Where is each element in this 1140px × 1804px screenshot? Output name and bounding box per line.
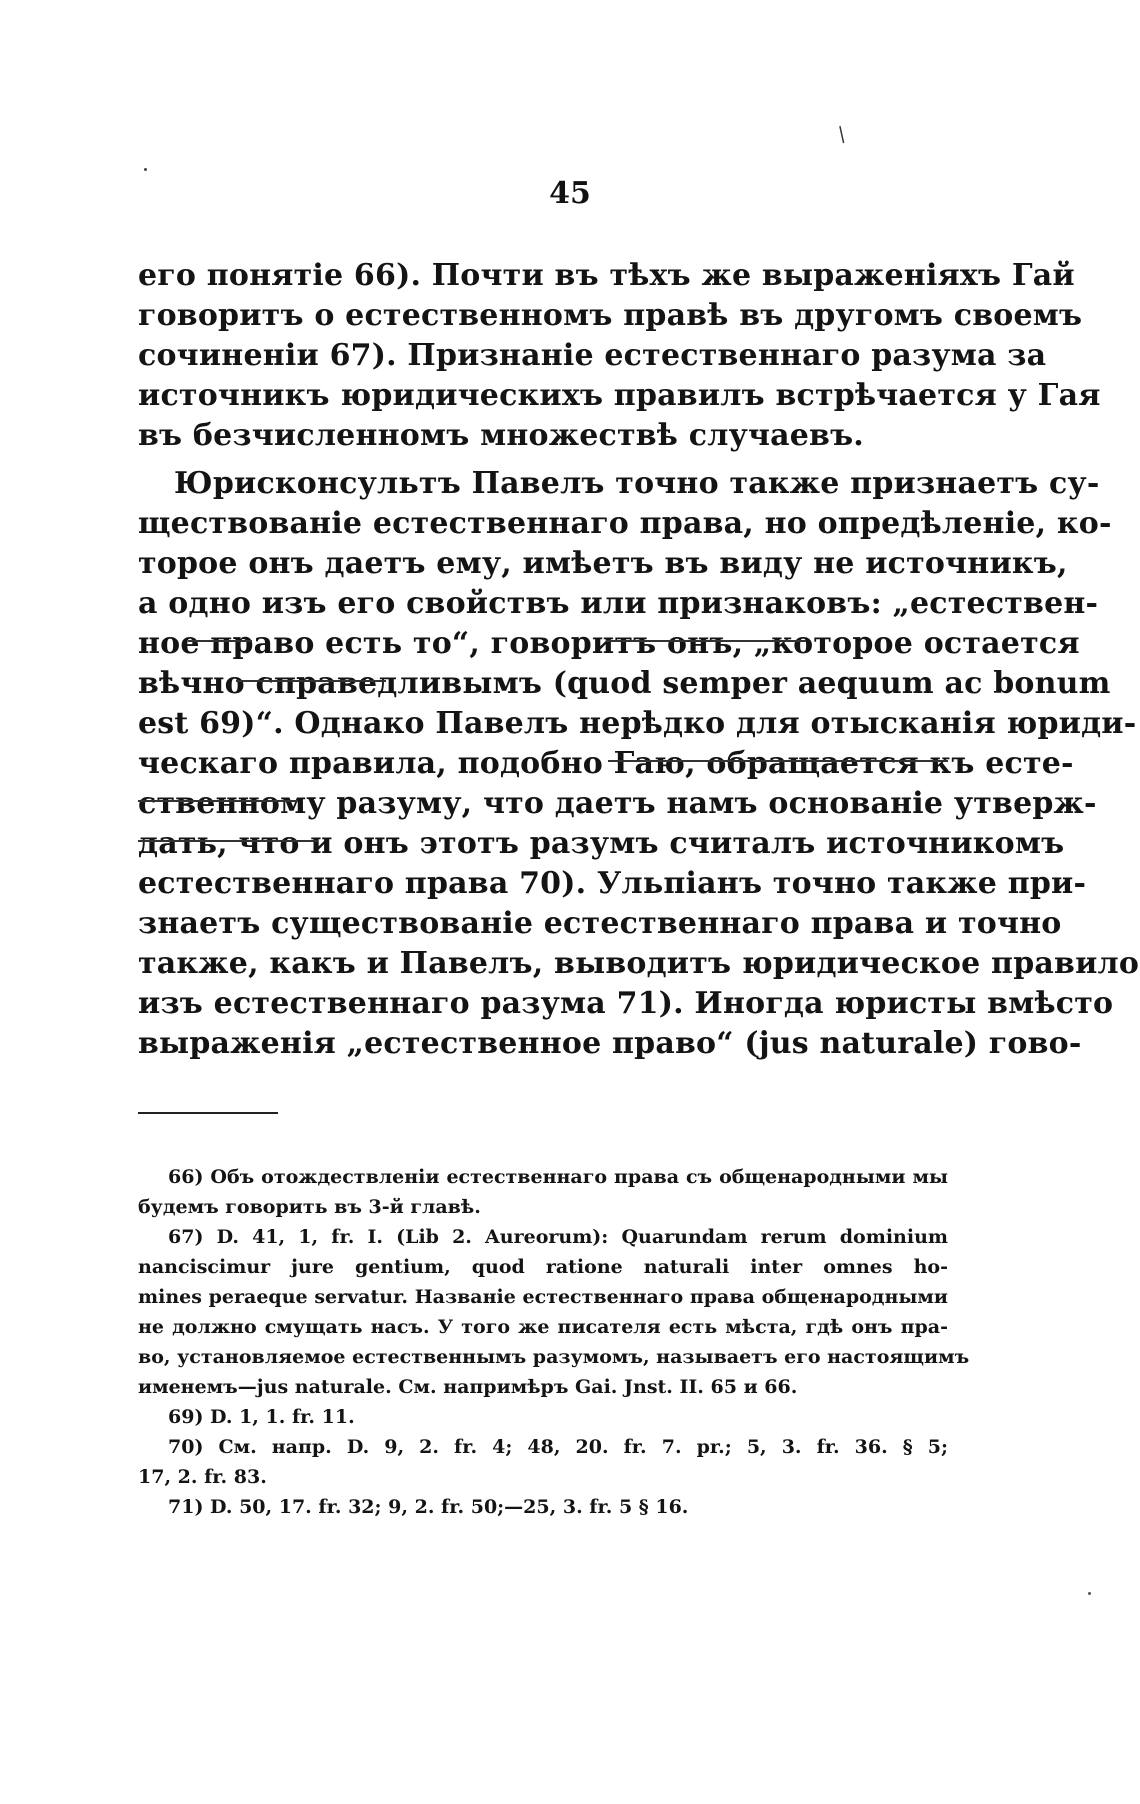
text-line: источникъ юридическихъ правилъ встрѣчается у Гая xyxy=(138,378,1101,413)
pencil-mark: / xyxy=(832,121,851,147)
footnote-line: nanciscimur jure gentium, quod ratione naturali inter omnes ho- xyxy=(138,1256,948,1278)
pencil-underline xyxy=(236,680,386,682)
text-line: говоритъ о естественномъ правѣ въ другомъ своемъ xyxy=(138,298,1083,333)
text-line: Юрисконсультъ Павелъ точно также признаетъ су- xyxy=(174,466,1100,501)
footnote-line: 69) D. 1, 1. fr. 11. xyxy=(168,1406,355,1428)
text-line: дать, что и онъ этотъ разумъ считалъ источникомъ xyxy=(138,826,1065,861)
ink-speck xyxy=(144,168,147,171)
footnote-line: во, установляемое естественнымъ разумомъ, называетъ его настоящимъ xyxy=(138,1346,970,1368)
pencil-underline xyxy=(188,640,252,642)
footnote-line: 67) D. 41, 1, fr. I. (Lib 2. Aureorum): Quarundam rerum dominium xyxy=(168,1226,948,1248)
pencil-underline xyxy=(606,640,806,642)
text-line: знаетъ существованіе естественнаго права и точно xyxy=(138,906,1062,941)
footnotes xyxy=(138,1162,970,1522)
text-line: ственному разуму, что даетъ намъ основаніе утверж- xyxy=(138,786,1097,821)
footnote-line: mines peraeque servatur. Названіе естественнаго права общенародными xyxy=(138,1286,948,1308)
footnote-line: не должно смущать насъ. У того же писателя есть мѣста, гдѣ онъ пра- xyxy=(138,1316,948,1338)
footnote-line: 17, 2. fr. 83. xyxy=(138,1466,267,1488)
footnote-line: именемъ—jus naturale. См. напримѣръ Gai. Jnst. II. 65 и 66. xyxy=(138,1376,798,1398)
footnote-separator xyxy=(138,1112,278,1114)
pencil-underline xyxy=(138,840,318,842)
text-line: а одно изъ его свойствъ или признаковъ: „естествен- xyxy=(138,586,1099,621)
text-line: вѣчно справедливымъ (quod semper aequum ac bonum xyxy=(138,666,1111,701)
text-line: естественнаго права 70). Ульпіанъ точно также при- xyxy=(138,866,1087,901)
text-line: ческаго правила, подобно Гаю, обращается къ есте- xyxy=(138,746,1074,781)
text-line: ное право есть то“, говоритъ онъ, „которое остается xyxy=(138,626,1080,661)
pencil-underline xyxy=(138,800,298,802)
text-line: сочиненіи 67). Признаніе естественнаго разума за xyxy=(138,338,1047,373)
text-line: изъ естественнаго разума 71). Иногда юристы вмѣсто xyxy=(138,986,1114,1021)
text-line: въ безчисленномъ множествѣ случаевъ. xyxy=(138,418,864,453)
text-line: его понятіе 66). Почти въ тѣхъ же выраженіяхъ Гай xyxy=(138,258,1075,293)
footnote-line: 66) Объ отождествленіи естественнаго права съ общенародными мы xyxy=(168,1166,948,1188)
text-line: выраженія „естественное право“ (jus naturale) гово- xyxy=(138,1026,1082,1061)
main-text xyxy=(138,256,1140,1064)
footnote-line: 70) См. напр. D. 9, 2. fr. 4; 48, 20. fr. 7. pr.; 5, 3. fr. 36. § 5; xyxy=(168,1436,948,1458)
ink-speck xyxy=(1088,1592,1091,1595)
footnote-line: будемъ говорить въ 3-й главѣ. xyxy=(138,1196,481,1218)
footnote-line: 71) D. 50, 17. fr. 32; 9, 2. fr. 50;—25, 3. fr. 5 § 16. xyxy=(168,1496,689,1518)
page-number: 45 xyxy=(549,176,591,211)
paragraph-gap xyxy=(138,456,948,464)
text-line: ществованіе естественнаго права, но опредѣленіе, ко- xyxy=(138,506,1112,541)
pencil-underline xyxy=(608,760,948,762)
text-line: также, какъ и Павелъ, выводитъ юридическое правило xyxy=(138,946,1140,981)
text-line: est 69)“. Однако Павелъ нерѣдко для отысканія юриди- xyxy=(138,706,1137,741)
text-line: торое онъ даетъ ему, имѣетъ въ виду не источникъ, xyxy=(138,546,1068,581)
